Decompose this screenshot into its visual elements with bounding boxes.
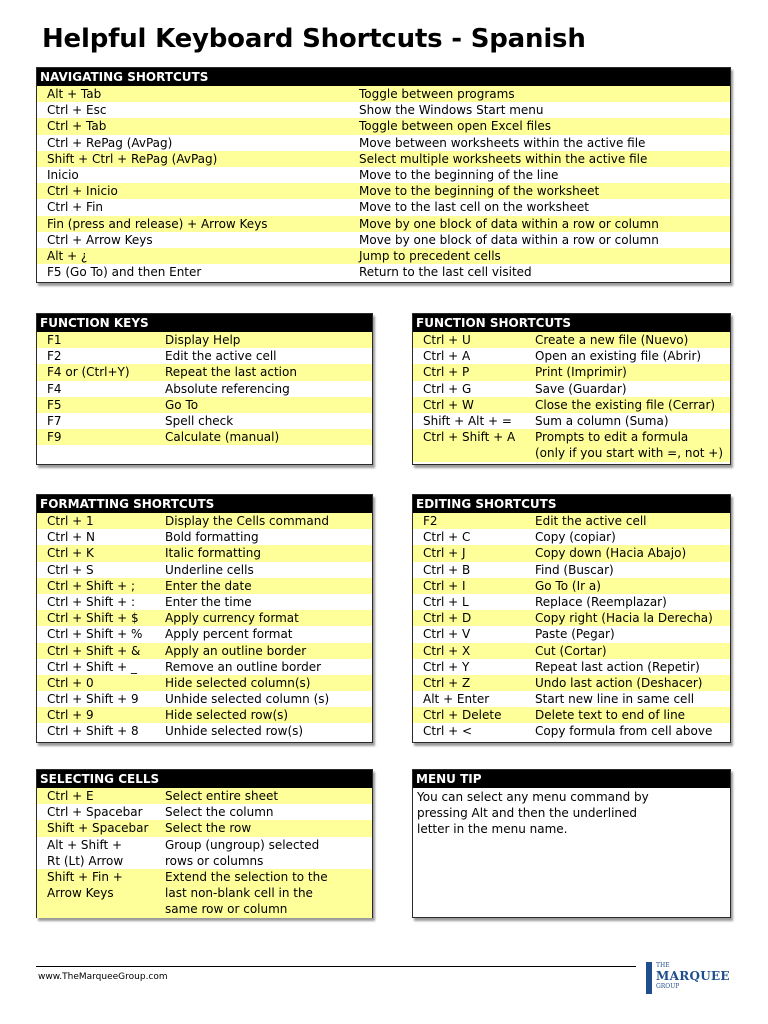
shortcut-description: Go To: [165, 397, 199, 412]
shortcut-row: [413, 381, 730, 397]
shortcut-description: Bold formatting: [165, 530, 259, 545]
shortcut-row: [37, 216, 730, 232]
editing-shortcuts-box: [412, 494, 731, 743]
shortcut-description: Select the column: [165, 805, 274, 820]
shortcut-row: [37, 118, 730, 134]
shortcut-description: Enter the time: [165, 594, 252, 609]
shortcut-row: [37, 659, 372, 675]
shortcut-description: Hide selected row(s): [165, 708, 289, 723]
editing-shortcuts-header: EDITING SHORTCUTS: [413, 495, 730, 513]
menu-tip-text: You can select any menu command by pressing Alt and then the underlined letter in the menu name.: [417, 790, 649, 837]
shortcut-key: Alt + ¿: [47, 248, 88, 263]
shortcut-key: Shift + Ctrl + RePag (AvPag): [47, 151, 218, 166]
shortcut-row: [37, 643, 372, 659]
shortcut-row: [413, 626, 730, 642]
shortcut-row: [37, 364, 372, 380]
shortcut-row: [37, 264, 730, 280]
shortcut-description: Show the Windows Start menu: [359, 103, 544, 118]
function-shortcuts-box: [412, 313, 731, 465]
shortcut-description: Enter the date: [165, 578, 252, 593]
shortcut-row: [413, 594, 730, 610]
shortcut-row: [37, 232, 730, 248]
shortcut-description: Start new line in same cell: [535, 692, 695, 707]
shortcut-row: [37, 429, 372, 445]
shortcut-row: [37, 788, 372, 804]
shortcut-description: Toggle between open Excel files: [359, 119, 551, 134]
shortcut-key: Ctrl + C: [423, 530, 471, 545]
shortcut-key: Ctrl + Shift + A: [423, 430, 516, 445]
shortcut-description: Open an existing file (Abrir): [535, 349, 702, 364]
shortcut-row: [37, 675, 372, 691]
shortcut-description: Move to the beginning of the line: [359, 167, 559, 182]
shortcut-row: [413, 545, 730, 561]
function-keys-header: FUNCTION KEYS: [37, 314, 372, 332]
shortcut-key: Ctrl + Shift + &: [47, 643, 141, 658]
editing-shortcuts-table: [413, 513, 730, 740]
shortcut-row: [37, 86, 730, 102]
shortcut-description: Unhide selected column (s): [165, 692, 330, 707]
shortcut-description: Hide selected column(s): [165, 675, 311, 690]
shortcut-description: Unhide selected row(s): [165, 724, 304, 739]
shortcut-description: Select multiple worksheets within the active file: [359, 151, 648, 166]
shortcut-row: [37, 102, 730, 118]
shortcut-row: [37, 381, 372, 397]
shortcut-description: Display Help: [165, 333, 241, 347]
shortcut-row: [37, 529, 372, 545]
shortcut-description: Move by one block of data within a row or column: [359, 232, 659, 247]
shortcut-key: Ctrl + Delete: [423, 708, 502, 723]
shortcut-key: Ctrl + RePag (AvPag): [47, 135, 173, 150]
shortcut-row: [37, 869, 372, 918]
shortcut-key: Ctrl + Arrow Keys: [47, 232, 153, 247]
shortcut-key: Ctrl + 9: [47, 708, 94, 723]
navigating-shortcuts-header: NAVIGATING SHORTCUTS: [37, 68, 730, 86]
shortcut-key: Ctrl + Y: [423, 659, 470, 674]
shortcut-key: Ctrl + K: [47, 546, 94, 561]
function-shortcuts-table: [413, 332, 730, 462]
shortcut-row: [37, 626, 372, 642]
shortcut-key: Ctrl + Esc: [47, 103, 107, 118]
shortcut-description: Copy right (Hacia la Derecha): [535, 611, 713, 626]
selecting-cells-table: [37, 788, 372, 918]
shortcut-description: Cut (Cortar): [535, 643, 607, 658]
shortcut-row: [413, 529, 730, 545]
shortcut-description: Group (ungroup) selected rows or columns: [165, 837, 320, 868]
shortcut-row: [37, 707, 372, 723]
shortcut-key: Inicio: [47, 167, 79, 182]
shortcut-key: Ctrl + B: [423, 562, 471, 577]
shortcut-description: Jump to precedent cells: [359, 248, 501, 263]
menu-tip-box: [412, 769, 731, 918]
logo-group: GROUP: [656, 983, 680, 990]
shortcut-key: Ctrl + Shift + ;: [47, 578, 136, 593]
shortcut-row: [413, 562, 730, 578]
shortcut-key: F5: [47, 397, 62, 412]
shortcut-row: [37, 578, 372, 594]
navigating-shortcuts-box: [36, 67, 731, 283]
shortcut-key: Ctrl + 0: [47, 675, 94, 690]
shortcut-description: Repeat last action (Repetir): [535, 659, 700, 674]
footer-divider: [36, 966, 636, 967]
shortcut-row: [413, 675, 730, 691]
shortcut-description: Underline cells: [165, 562, 254, 577]
shortcut-description: Apply an outline border: [165, 643, 307, 658]
shortcut-row: [37, 723, 372, 739]
shortcut-description: Apply currency format: [165, 611, 299, 626]
shortcut-description: Print (Imprimir): [535, 365, 627, 380]
shortcut-row: [413, 610, 730, 626]
shortcut-description: Prompts to edit a formula (only if you start with =, not +): [535, 430, 724, 461]
shortcut-row: [37, 562, 372, 578]
shortcut-key: Ctrl + 1: [47, 514, 94, 528]
shortcut-row: [37, 610, 372, 626]
shortcut-key: Ctrl + S: [47, 562, 94, 577]
shortcut-description: Edit the active cell: [535, 514, 647, 528]
shortcut-key: Ctrl + A: [423, 349, 471, 364]
formatting-shortcuts-table: [37, 513, 372, 740]
shortcut-description: Move by one block of data within a row or column: [359, 216, 659, 231]
shortcut-row: [413, 397, 730, 413]
shortcut-row: [37, 837, 372, 869]
shortcut-row: [413, 364, 730, 380]
shortcut-key: Ctrl + Shift + :: [47, 594, 136, 609]
shortcut-description: Move to the last cell on the worksheet: [359, 200, 589, 215]
shortcut-key: Ctrl + <: [423, 724, 473, 739]
shortcut-description: Delete text to end of line: [535, 708, 686, 723]
shortcut-description: Move to the beginning of the worksheet: [359, 184, 600, 199]
shortcut-key: Ctrl + Shift + _: [47, 659, 137, 674]
shortcut-key: Shift + Alt + =: [423, 413, 512, 428]
shortcut-key: Shift + Spacebar: [47, 821, 149, 836]
shortcut-key: Ctrl + G: [423, 381, 472, 396]
shortcut-description: Move between worksheets within the active file: [359, 135, 646, 150]
shortcut-key: Ctrl + Z: [423, 675, 471, 690]
shortcut-key: F2: [47, 349, 62, 364]
function-keys-table: [37, 332, 372, 445]
shortcut-description: Italic formatting: [165, 546, 261, 561]
shortcut-row: [413, 429, 730, 461]
shortcut-key: Ctrl + U: [423, 333, 471, 347]
shortcut-description: Calculate (manual): [165, 430, 280, 445]
shortcut-key: F4: [47, 381, 62, 396]
shortcut-description: Select entire sheet: [165, 789, 279, 803]
shortcut-row: [413, 723, 730, 739]
shortcut-key: Ctrl + P: [423, 365, 470, 380]
shortcut-description: Copy (copiar): [535, 530, 616, 545]
shortcut-row: [413, 578, 730, 594]
shortcut-key: Ctrl + Shift + $: [47, 611, 139, 626]
selecting-cells-header: SELECTING CELLS: [37, 770, 372, 788]
shortcut-key: Ctrl + V: [423, 627, 471, 642]
shortcut-row: [37, 151, 730, 167]
shortcut-row: [37, 248, 730, 264]
shortcut-key: Ctrl + Inicio: [47, 184, 118, 199]
shortcut-row: [413, 691, 730, 707]
shortcut-description: Edit the active cell: [165, 349, 277, 364]
shortcut-row: [37, 413, 372, 429]
shortcut-key: F5 (Go To) and then Enter: [47, 265, 202, 280]
shortcut-description: Paste (Pegar): [535, 627, 615, 642]
shortcut-row: [37, 167, 730, 183]
shortcut-row: [37, 545, 372, 561]
shortcut-description: Copy formula from cell above: [535, 724, 713, 739]
shortcut-row: [413, 332, 730, 348]
shortcut-description: Sum a column (Suma): [535, 413, 669, 428]
shortcut-key: Alt + Shift + Rt (Lt) Arrow: [47, 837, 124, 868]
shortcut-row: [37, 332, 372, 348]
shortcut-key: F7: [47, 413, 62, 428]
shortcut-key: Ctrl + E: [47, 789, 94, 803]
shortcut-description: Toggle between programs: [359, 87, 515, 101]
shortcut-key: Ctrl + I: [423, 578, 466, 593]
shortcut-row: [37, 804, 372, 820]
shortcut-key: F1: [47, 333, 62, 347]
shortcut-key: Alt + Tab: [47, 87, 102, 101]
shortcut-key: Ctrl + L: [423, 594, 469, 609]
shortcut-description: Find (Buscar): [535, 562, 614, 577]
shortcut-key: Ctrl + D: [423, 611, 472, 626]
shortcut-description: Create a new file (Nuevo): [535, 333, 689, 347]
marquee-group-logo: [646, 962, 730, 994]
shortcut-row: [37, 135, 730, 151]
shortcut-row: [413, 413, 730, 429]
shortcut-key: Ctrl + Spacebar: [47, 805, 143, 820]
shortcut-description: Display the Cells command: [165, 514, 329, 528]
shortcut-row: [37, 513, 372, 529]
shortcut-description: Absolute referencing: [165, 381, 290, 396]
shortcut-row: [37, 594, 372, 610]
function-shortcuts-header: FUNCTION SHORTCUTS: [413, 314, 730, 332]
shortcut-key: Ctrl + W: [423, 397, 474, 412]
shortcut-description: Replace (Reemplazar): [535, 594, 667, 609]
shortcut-row: [37, 348, 372, 364]
function-keys-box: [36, 313, 373, 465]
shortcut-description: Close the existing file (Cerrar): [535, 397, 716, 412]
logo-the: THE: [656, 962, 670, 969]
shortcut-row: [413, 643, 730, 659]
shortcut-key: F2: [423, 514, 438, 528]
shortcut-key: F9: [47, 430, 62, 445]
menu-tip-header: MENU TIP: [413, 770, 730, 788]
shortcut-key: F4 or (Ctrl+Y): [47, 365, 130, 380]
shortcut-key: Ctrl + N: [47, 530, 96, 545]
selecting-cells-box: [36, 769, 373, 918]
shortcut-description: Save (Guardar): [535, 381, 627, 396]
shortcut-description: Remove an outline border: [165, 659, 322, 674]
shortcut-key: Shift + Fin + Arrow Keys: [47, 869, 123, 901]
shortcut-key: Ctrl + Shift + %: [47, 627, 143, 642]
shortcut-row: [413, 707, 730, 723]
footer-url[interactable]: www.TheMarqueeGroup.com: [38, 972, 168, 982]
shortcut-description: Return to the last cell visited: [359, 265, 532, 280]
shortcut-key: Ctrl + Shift + 8: [47, 724, 139, 739]
shortcut-key: Ctrl + J: [423, 546, 466, 561]
shortcut-description: Extend the selection to the last non-blank cell in the same row or column: [165, 869, 328, 917]
logo-bar: [646, 962, 652, 994]
shortcut-key: Ctrl + Fin: [47, 200, 104, 215]
shortcut-key: Ctrl + Shift + 9: [47, 692, 139, 707]
shortcut-description: Apply percent format: [165, 627, 293, 642]
shortcut-description: Spell check: [165, 413, 234, 428]
shortcut-row: [413, 659, 730, 675]
shortcut-key: Ctrl + X: [423, 643, 471, 658]
shortcut-description: Undo last action (Deshacer): [535, 675, 703, 690]
formatting-shortcuts-box: [36, 494, 373, 743]
shortcut-row: [413, 513, 730, 529]
shortcut-row: [37, 397, 372, 413]
shortcut-row: [37, 691, 372, 707]
shortcut-description: Go To (Ir a): [535, 578, 601, 593]
logo-name: MARQUEE: [656, 969, 730, 983]
shortcut-row: [37, 199, 730, 215]
shortcut-description: Select the row: [165, 821, 252, 836]
shortcut-key: Ctrl + Tab: [47, 119, 107, 134]
shortcut-row: [37, 820, 372, 836]
page-title: Helpful Keyboard Shortcuts - Spanish: [42, 24, 586, 54]
shortcut-description: Repeat the last action: [165, 365, 297, 380]
shortcut-key: Fin (press and release) + Arrow Keys: [47, 216, 268, 231]
shortcut-row: [413, 348, 730, 364]
formatting-shortcuts-header: FORMATTING SHORTCUTS: [37, 495, 372, 513]
shortcut-row: [37, 183, 730, 199]
navigating-shortcuts-table: [37, 86, 730, 280]
shortcut-key: Alt + Enter: [423, 692, 490, 707]
shortcut-description: Copy down (Hacia Abajo): [535, 546, 687, 561]
